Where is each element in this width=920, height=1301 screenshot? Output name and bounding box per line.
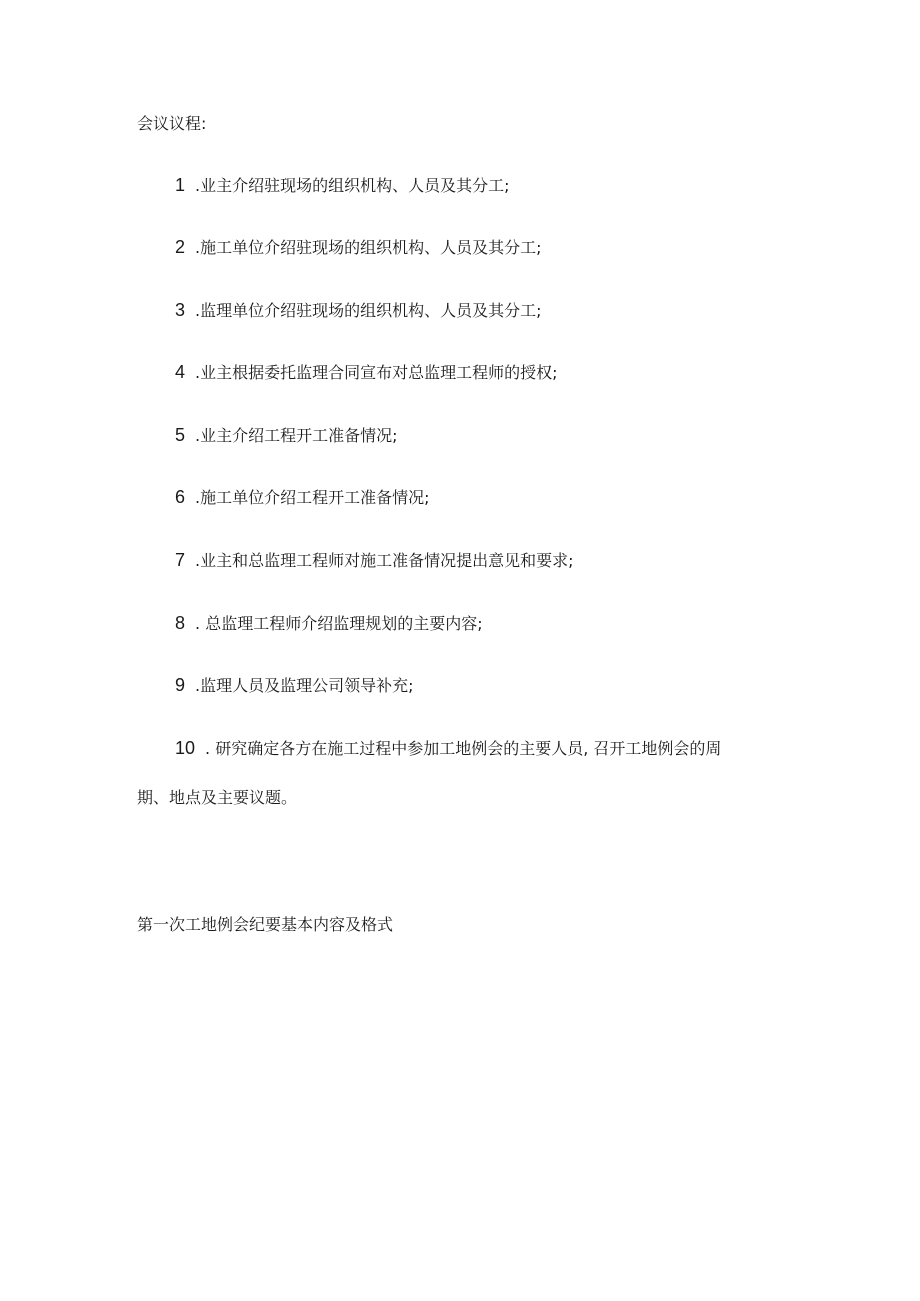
agenda-item — [175, 174, 775, 197]
agenda-item — [175, 612, 775, 635]
agenda-item — [175, 236, 775, 259]
item-text: .监理单位介绍驻现场的组织机构、人员及其分工; — [195, 301, 542, 320]
item-number: 9 — [175, 675, 186, 695]
item-number: 1 — [175, 175, 186, 195]
item-number: 3 — [175, 300, 186, 320]
item-text: .业主和总监理工程师对施工准备情况提出意见和要求; — [195, 551, 574, 570]
item-number: 2 — [175, 237, 186, 257]
agenda-item — [175, 361, 775, 384]
agenda-item — [175, 737, 775, 760]
agenda-item — [175, 549, 775, 572]
agenda-item — [175, 424, 775, 447]
item-text: . 总监理工程师介绍监理规划的主要内容; — [195, 614, 483, 633]
item-number: 5 — [175, 425, 186, 445]
item-text: .监理人员及监理公司领导补充; — [195, 676, 414, 695]
agenda-item — [175, 486, 775, 509]
item-number: 4 — [175, 362, 186, 382]
item-text: . 研究确定各方在施工过程中参加工地例会的主要人员, 召开工地例会的周 — [205, 739, 722, 758]
item-number: 8 — [175, 613, 186, 633]
item-number: 6 — [175, 487, 186, 507]
item-number: 7 — [175, 550, 186, 570]
item-text: .施工单位介绍驻现场的组织机构、人员及其分工; — [195, 238, 542, 257]
section-title: 第一次工地例会纪要基本内容及格式 — [137, 915, 394, 934]
item-text: .施工单位介绍工程开工准备情况; — [195, 488, 430, 507]
agenda-item — [175, 299, 775, 322]
item-text: .业主根据委托监理合同宣布对总监理工程师的授权; — [195, 363, 558, 382]
agenda-heading: 会议议程: — [137, 114, 207, 133]
item-number: 10 — [175, 738, 196, 758]
agenda-item — [175, 674, 775, 697]
item-text: .业主介绍工程开工准备情况; — [195, 426, 398, 445]
item-text: .业主介绍驻现场的组织机构、人员及其分工; — [195, 176, 510, 195]
agenda-item-continuation: 期、地点及主要议题。 — [137, 788, 298, 807]
